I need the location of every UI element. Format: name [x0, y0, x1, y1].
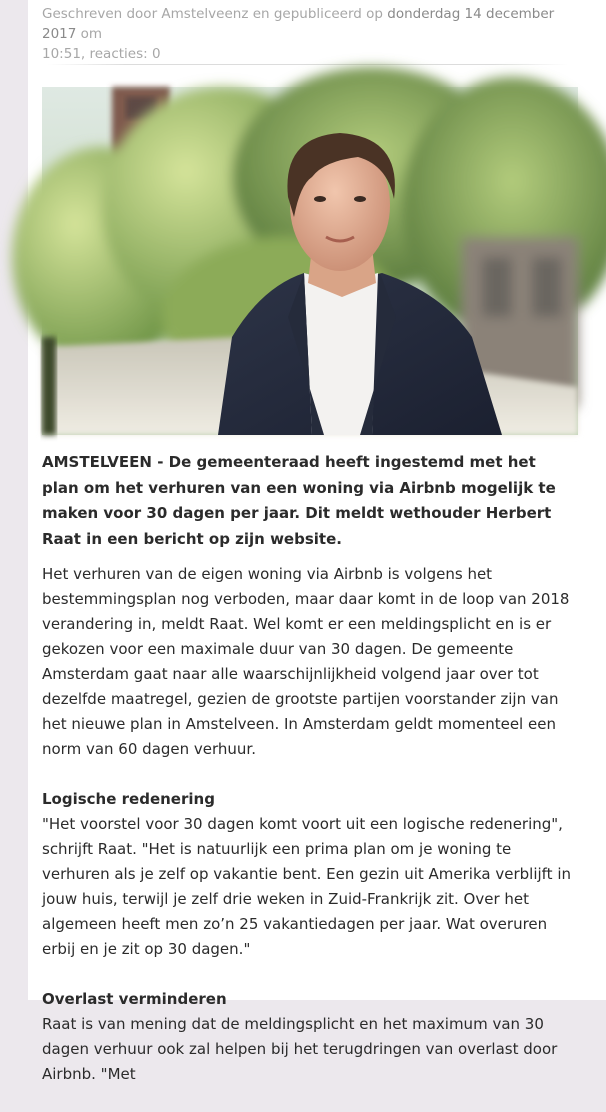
article-paragraph: Raat is van mening dat de meldingsplicht en het maximum van 30 dagen verhuur ook zal helpen bij het terugdringen van overlast door Airbnb. "Met [42, 1015, 558, 1083]
meta-author-text: Geschreven door Amstelveenz en gepubliceerd op [42, 6, 383, 22]
article-paragraph: "Het voorstel voor 30 dagen komt voort uit een logische redenering", schrijft Raat. "Het is natuurlijk een prima plan om je woning te verhuren als je zelf op vakantie bent. Een gezin uit Amerika verblijft in jouw huis, terwijl je zelf drie weken in Zuid-Frankrijk zit. Over het algemeen heeft men zo’n 25 vakantiedagen per jaar. Wat overuren erbij en je zit op 30 dagen." [42, 815, 571, 958]
article-page [28, 0, 606, 1083]
meta-divider [48, 64, 568, 65]
person-photo-icon [42, 87, 578, 435]
section-heading: Logische redenering [42, 790, 215, 808]
meta-time-prefix: om [80, 26, 103, 42]
meta-time: 10:51 [42, 46, 81, 62]
article-photo [42, 87, 578, 435]
article-paragraph: Het verhuren van de eigen woning via Airbnb is volgens het bestemmingsplan nog verboden, maar daar komt in de loop van 2018 verandering in, meldt Raat. Wel komt er een meldingsplicht en is er gekozen voor een maximale duur van 30 dagen. De gemeente Amsterdam gaat naar alle waarschijnlijkheid volgend jaar over tot dezelfde maatregel, gezien de grootste partijen voorstander zijn van het nieuwe plan in Amstelveen. In Amsterdam geldt momenteel een norm van 60 dagen verhuur. [42, 565, 570, 758]
article-body [42, 450, 574, 1112]
meta-reactions[interactable]: , reacties: 0 [80, 46, 161, 62]
article-meta [42, 4, 572, 64]
section-heading: Overlast verminderen [42, 990, 227, 1008]
article-lead: AMSTELVEEN - De gemeenteraad heeft ingestemd met het plan om het verhuren van een woning via Airbnb mogelijk te maken voor 30 dagen per jaar. Dit meldt wethouder Herbert Raat in een bericht op zijn website. [42, 453, 556, 548]
meta-date: donderdag 14 december 2017 [42, 6, 555, 42]
